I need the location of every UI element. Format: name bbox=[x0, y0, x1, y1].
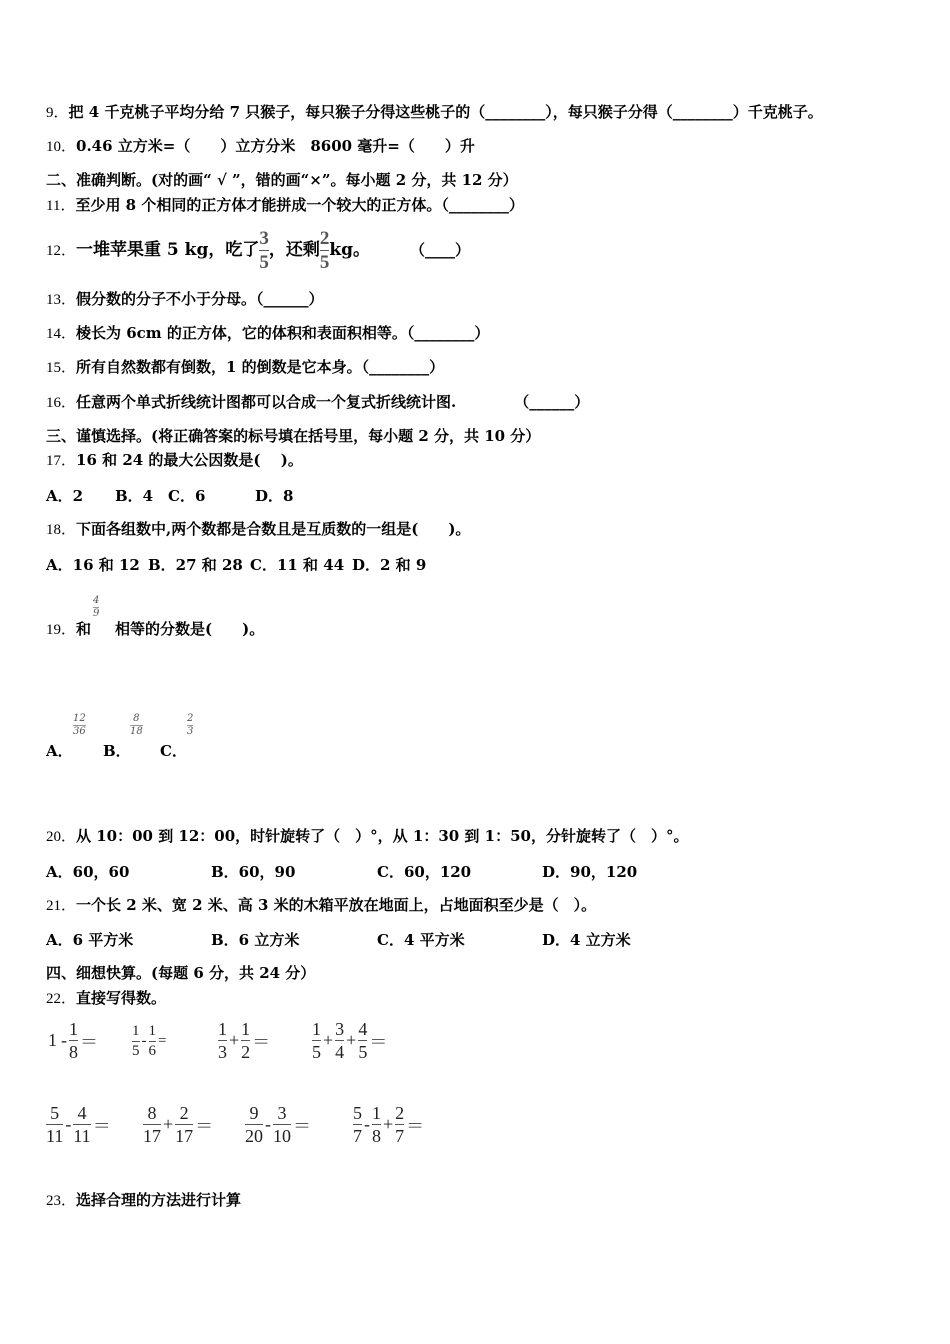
option-b: B． bbox=[103, 742, 131, 760]
fraction: $\frac{2}{5}$ bbox=[319, 228, 330, 273]
section-4-heading: 四、细想快算。(每题 6 分，共 24 分） bbox=[46, 964, 316, 982]
question-text: 0.46 立方米=（ ）立方分米 8600 毫升=（ ）升 bbox=[76, 137, 475, 155]
section-2-heading: 二、准确判断。(对的画“ √ ”，错的画“×”。每小题 2 分，共 12 分） bbox=[46, 171, 518, 189]
question-number: 18． bbox=[46, 522, 77, 538]
option-d: D．90，120 bbox=[542, 863, 638, 881]
question-23 bbox=[46, 1190, 241, 1211]
question-text: 假分数的分子不小于分母。（______） bbox=[76, 290, 324, 308]
question-16 bbox=[46, 392, 589, 413]
option-b: B．27 和 28 bbox=[148, 556, 243, 574]
option-d: D．4 立方米 bbox=[542, 931, 631, 949]
calc-expression: $\frac{5}{7}$ - $\frac{1}{8}$ + $\frac{2}{7}$ ＝ bbox=[353, 1103, 425, 1146]
option-a: A．60，60 bbox=[46, 863, 130, 881]
option-a: A． bbox=[46, 742, 73, 760]
question-20 bbox=[46, 826, 688, 847]
question-number: 12． bbox=[46, 243, 77, 259]
question-text: 16 和 24 的最大公因数是( )。 bbox=[76, 451, 303, 469]
fraction-image: 2 3 bbox=[187, 713, 194, 737]
option-b: B．6 立方米 bbox=[211, 931, 300, 949]
question-text: 所有自然数都有倒数，1 的倒数是它本身。（________） bbox=[76, 358, 445, 376]
question-text: ，还剩 bbox=[268, 240, 320, 260]
question-number: 14． bbox=[46, 326, 77, 342]
option-c: C．4 平方米 bbox=[377, 931, 465, 949]
fraction: $\frac{3}{5}$ bbox=[259, 228, 269, 273]
question-text: 下面各组数中,两个数都是合数且是互质数的一组是( )。 bbox=[76, 520, 471, 538]
section-3-heading: 三、谨慎选择。(将正确答案的标号填在括号里，每小题 2 分，共 10 分） bbox=[46, 427, 541, 445]
question-19 bbox=[46, 619, 264, 640]
question-number: 15． bbox=[46, 360, 77, 376]
question-text: 一堆苹果重 5 kg，吃了 bbox=[76, 240, 260, 260]
option-a: A．16 和 12 bbox=[46, 556, 140, 574]
question-number: 13． bbox=[46, 292, 77, 308]
option-c: C．6 bbox=[168, 487, 206, 505]
question-text: 从 10：00 到 12：00，时针旋转了（ ）°，从 1：30 到 1：50，分针旋转了（ ）°。 bbox=[76, 827, 689, 845]
question-number: 16． bbox=[46, 395, 77, 411]
question-12 bbox=[46, 224, 470, 277]
question-11 bbox=[46, 195, 524, 216]
fraction-image: 12 36 bbox=[73, 713, 86, 737]
question-10 bbox=[46, 136, 475, 157]
question-17 bbox=[46, 450, 303, 471]
question-14 bbox=[46, 323, 489, 344]
question-text: 任意两个单式折线统计图都可以合成一个复式折线统计图. bbox=[76, 393, 457, 411]
question-text: 把 4 千克桃子平均分给 7 只猴子，每只猴子分得这些桃子的（________），每只猴子分得（________）千克桃子。 bbox=[68, 103, 823, 121]
question-text: 和 bbox=[76, 620, 92, 638]
question-text: 至少用 8 个相同的正方体才能拼成一个较大的正方体。（________） bbox=[75, 196, 524, 214]
option-c: C．11 和 44 bbox=[250, 556, 345, 574]
question-number: 19． bbox=[46, 622, 77, 638]
question-number: 9． bbox=[46, 105, 69, 121]
calc-expression: $\frac{9}{20}$ - $\frac{3}{10}$ ＝ bbox=[245, 1103, 311, 1146]
option-d: D．2 和 9 bbox=[352, 556, 427, 574]
question-18 bbox=[46, 519, 470, 540]
option-d: D．8 bbox=[255, 487, 294, 505]
question-number: 10． bbox=[46, 139, 77, 155]
question-text: 相等的分数是( )。 bbox=[115, 620, 265, 638]
fraction-image: 4 9 bbox=[93, 595, 100, 619]
calc-expression: $\frac{1}{3}$ + $\frac{1}{2}$ ＝ bbox=[218, 1019, 271, 1062]
option-c: C．60，120 bbox=[377, 863, 472, 881]
answer-blank: （______） bbox=[514, 393, 590, 411]
question-text: kg。 bbox=[329, 240, 371, 260]
question-number: 22． bbox=[46, 991, 77, 1007]
calc-expression: 1 - $\frac{1}{8}$ ＝ bbox=[48, 1019, 98, 1062]
option-c: C． bbox=[160, 742, 187, 760]
calc-expression: $\frac{1}{5}$ - $\frac{1}{6}$ = bbox=[132, 1023, 167, 1059]
calc-expression: $\frac{8}{17}$ + $\frac{2}{17}$ ＝ bbox=[143, 1103, 214, 1146]
question-number: 21． bbox=[46, 898, 77, 914]
option-a: A．2 bbox=[46, 487, 84, 505]
calc-expression: $\frac{5}{11}$ - $\frac{4}{11}$ ＝ bbox=[46, 1103, 111, 1146]
question-22 bbox=[46, 988, 166, 1009]
question-text: 棱长为 6cm 的正方体，它的体积和表面积相等。（________） bbox=[76, 324, 490, 342]
answer-blank: （____） bbox=[410, 241, 471, 259]
question-15 bbox=[46, 357, 444, 378]
question-text: 选择合理的方法进行计算 bbox=[76, 1191, 242, 1209]
option-b: B．60，90 bbox=[211, 863, 296, 881]
question-number: 20． bbox=[46, 829, 77, 845]
option-a: A．6 平方米 bbox=[46, 931, 134, 949]
question-13 bbox=[46, 289, 324, 310]
question-text: 直接写得数。 bbox=[76, 989, 167, 1007]
fraction-image: 8 18 bbox=[130, 713, 143, 737]
calc-expression: $\frac{1}{5}$ + $\frac{3}{4}$ + $\frac{4}{5}$ ＝ bbox=[312, 1019, 388, 1062]
question-9 bbox=[46, 102, 823, 123]
question-number: 23． bbox=[46, 1193, 77, 1209]
option-b: B．4 bbox=[115, 487, 154, 505]
question-text: 一个长 2 米、宽 2 米、高 3 米的木箱平放在地面上，占地面积至少是（ ）。 bbox=[76, 896, 597, 914]
question-21 bbox=[46, 895, 596, 916]
question-number: 17． bbox=[46, 453, 77, 469]
question-number: 11． bbox=[46, 198, 76, 214]
